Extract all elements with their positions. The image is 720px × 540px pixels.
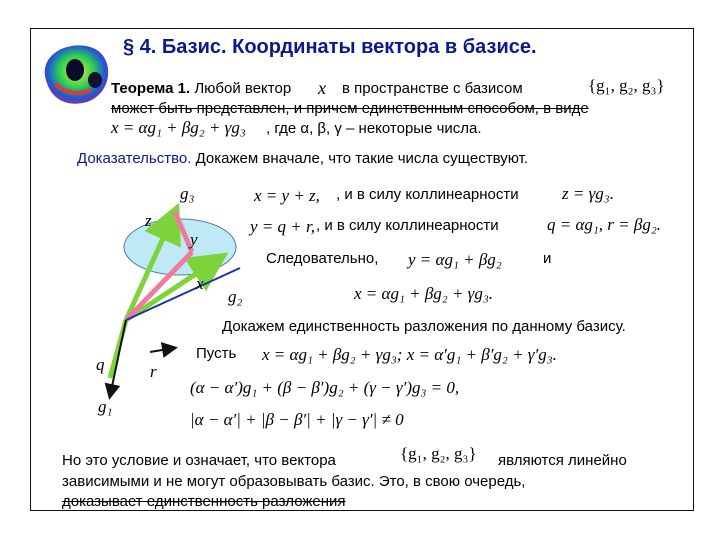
z-eq-formula: z = γg₃. — [562, 184, 614, 203]
theorem-line-1 — [111, 80, 291, 97]
two-decomp-formula: x = αg₁ + βg₂ + γg₃; x = α′g₁ + β′g₂ + γ′g₃. — [262, 345, 557, 364]
let-text: Пусть — [196, 345, 237, 362]
collinear-text-2: , и в силу коллинеарности — [316, 217, 499, 234]
and-text: и — [543, 250, 552, 267]
label-r: r — [150, 362, 157, 381]
theorem-text-3: , где α, β, γ – некоторые числа. — [266, 120, 482, 137]
decomposition-formula: x = αg₁ + βg₂ + γg₃ — [111, 118, 246, 137]
conclusion-text-3: доказывает единственность разложения — [62, 493, 346, 510]
label-q: q — [96, 355, 105, 374]
basis-set-1: {g₁, g₂, g₃} — [588, 76, 665, 95]
r-vector — [150, 348, 174, 352]
collinear-text-1: , и в силу коллинеарности — [336, 186, 519, 203]
proof-label: Доказательство. — [77, 150, 192, 167]
theorem-text-1b: в пространстве с базисом — [342, 80, 523, 97]
conclusion-text-1: Но это условие и означает, что вектора — [62, 452, 336, 469]
proof-text: Докажем вначале, что такие числа существуют. — [195, 150, 529, 167]
label-g3: g₃ — [180, 184, 195, 203]
y-sum-formula: y = q + r, — [250, 217, 315, 236]
g2-vector — [126, 268, 243, 320]
slide-title: § 4. Базис. Координаты вектора в базисе. — [123, 36, 537, 58]
q-r-formula: q = αg₁, r = βg₂. — [547, 215, 662, 234]
abs-sum-formula: |α − α′| + |β − β′| + |γ − γ′| ≠ 0 — [190, 410, 404, 429]
label-g1: g₁ — [98, 397, 113, 416]
x-eq-formula: x = αg₁ + βg₂ + γg₃. — [354, 284, 494, 303]
theorem-label: Теорема 1. — [111, 80, 191, 97]
logo-image — [35, 36, 115, 110]
theorem-text-2: может быть представлен, и причем единственным способом, в виде — [111, 100, 589, 117]
uniqueness-text: Докажем единственность разложения по данному базису. — [222, 318, 626, 335]
g1-vector — [110, 320, 126, 396]
conclusion-text-1b: являются линейно — [498, 452, 627, 469]
label-y: y — [190, 230, 198, 249]
label-g2: g₂ — [228, 287, 243, 306]
vector-x-symbol: x — [318, 78, 326, 98]
consequently-text: Следовательно, — [266, 250, 379, 267]
label-x: x — [196, 274, 204, 293]
basis-set-2: {g₁, g₂, g₃} — [400, 444, 477, 463]
difference-formula: (α − α′)g₁ + (β − β′)g₂ + (γ − γ′)g₃ = 0, — [190, 378, 460, 397]
theorem-text-1: Любой вектор — [194, 80, 292, 97]
label-z: z — [145, 211, 152, 230]
y-eq-formula: y = αg₁ + βg₂ — [408, 250, 502, 269]
conclusion-text-2: зависимыми и не могут образовывать базис. Это, в свою очередь, — [62, 473, 526, 490]
x-sum-formula: x = y + z, — [254, 186, 320, 205]
